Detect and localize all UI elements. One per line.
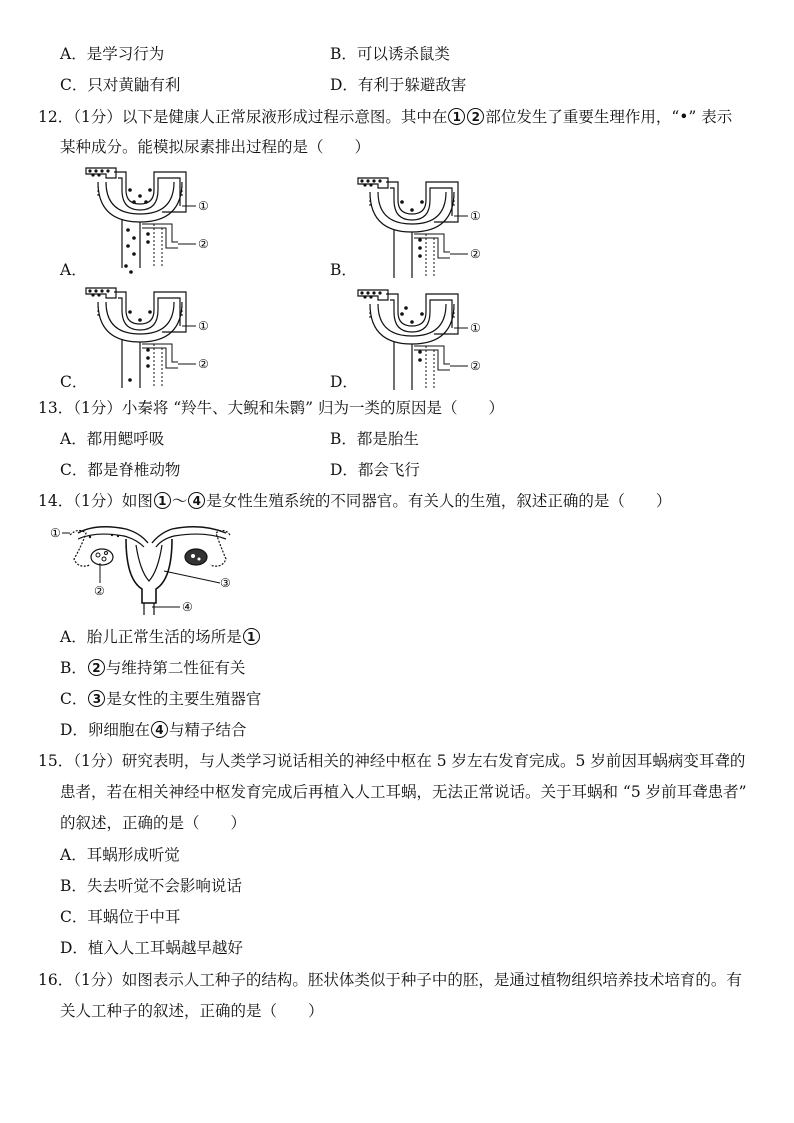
- q12-c-mark-2: ②: [198, 357, 209, 371]
- q13-option-d: D．都会飞行: [330, 461, 420, 479]
- q12-label-a: A．: [60, 261, 87, 279]
- q12-d-mark-2: ②: [470, 359, 481, 373]
- q13-option-b: B．都是胎生: [330, 430, 419, 448]
- q14-tilde: ～: [171, 492, 188, 510]
- q14-reproductive-diagram: [50, 523, 236, 615]
- q14-mark-4: ④: [182, 600, 193, 614]
- q15-stem-line2: 患者，若在相关神经中枢发育完成后再植入人工耳蜗，无法正常说话。关于耳蜗和 “5 岁前耳聋患者”: [60, 783, 747, 801]
- q12-d-mark-1: ①: [470, 321, 481, 335]
- circle-number-3: 3: [88, 690, 105, 707]
- q12-c-mark-1: ①: [198, 319, 209, 333]
- circle-number-1: 1: [154, 492, 171, 509]
- q13-option-a: A．都用鳃呼吸: [60, 430, 165, 448]
- q12-diagram-a: [86, 168, 216, 278]
- q13-stem: 13．（1分）小秦将 “羚牛、大鲵和朱鹮” 归为一类的原因是（ ）: [38, 399, 505, 417]
- q12-label-c: C．: [60, 373, 88, 391]
- q14-option-c-label: C．: [60, 690, 88, 708]
- circle-number-1: 1: [243, 628, 260, 645]
- circle-number-1: 1: [448, 108, 465, 125]
- circle-number-2: 2: [467, 108, 484, 125]
- q14-mark-3: ③: [220, 576, 231, 590]
- q14-stem-text-a: 14．（1分）如图: [38, 492, 153, 510]
- q15-stem-line1: 15．（1分）研究表明，与人类学习说话相关的神经中枢在 5 岁左右发育完成。5 岁前因耳蜗病变耳聋的: [38, 752, 746, 770]
- q12-label-d: D．: [330, 373, 358, 391]
- q12-stem-text-b: 部位发生了重要生理作用，“•” 表示: [485, 108, 733, 126]
- q12-diagram-d: [358, 290, 488, 390]
- q15-stem-line3: 的叙述，正确的是（ ）: [60, 814, 247, 832]
- q14-mark-1: ①: [50, 526, 61, 540]
- circle-number-4: 4: [151, 721, 168, 738]
- q14-stem-text-b: 是女性生殖系统的不同器官。有关人的生殖，叙述正确的是（ ）: [206, 492, 672, 510]
- circle-number-2: 2: [88, 659, 105, 676]
- q15-option-b: B．失去听觉不会影响说话: [60, 877, 242, 895]
- q12-stem-text: 12．（1分）以下是健康人正常尿液形成过程示意图。其中在: [38, 108, 448, 126]
- q14-option-a: [60, 627, 261, 647]
- q12-a-mark-1: ①: [198, 199, 209, 213]
- q12-diagram-b: [358, 178, 488, 278]
- q16-stem-line1: 16．（1分）如图表示人工种子的结构。胚状体类似于种子中的胚，是通过植物组织培养技术培育的。有: [38, 971, 742, 989]
- q14-stem: [38, 491, 671, 511]
- q12-label-b: B．: [330, 261, 357, 279]
- q11-option-b: B．可以诱杀鼠类: [330, 45, 450, 63]
- q16-stem-line2: 关人工种子的叙述，正确的是（ ）: [60, 1002, 324, 1020]
- q14-option-c-text: 是女性的主要生殖器官: [106, 690, 262, 708]
- q15-option-a: A．耳蜗形成听觉: [60, 846, 180, 864]
- q15-option-d: D．植入人工耳蜗越早越好: [60, 939, 243, 957]
- q15-option-c: C．耳蜗位于中耳: [60, 908, 181, 926]
- q12-stem-line1: [38, 107, 732, 127]
- q14-option-d-text-a: D．卵细胞在: [60, 721, 150, 739]
- circle-number-4: 4: [188, 492, 205, 509]
- q14-option-c: [60, 689, 261, 709]
- q11-option-c: C．只对黄鼬有利: [60, 76, 181, 94]
- q12-b-mark-2: ②: [470, 247, 481, 261]
- q12-b-mark-1: ①: [470, 209, 481, 223]
- q12-stem-line2: 某种成分。能模拟尿素排出过程的是（ ）: [60, 138, 371, 156]
- q14-option-b-label: B．: [60, 659, 87, 677]
- q14-option-d: [60, 720, 246, 740]
- q14-option-b-text: 与维持第二性征有关: [105, 659, 246, 677]
- q13-option-c: C．都是脊椎动物: [60, 461, 181, 479]
- q11-option-a: A．是学习行为: [60, 45, 165, 63]
- q14-option-d-text-b: 与精子结合: [168, 721, 247, 739]
- q11-option-d: D．有利于躲避敌害: [330, 76, 467, 94]
- q14-mark-2: ②: [94, 584, 105, 598]
- q12-a-mark-2: ②: [198, 237, 209, 251]
- q14-option-a-text: A．胎儿正常生活的场所是: [60, 628, 242, 646]
- q14-option-b: [60, 658, 245, 678]
- q12-diagram-c: [86, 288, 216, 388]
